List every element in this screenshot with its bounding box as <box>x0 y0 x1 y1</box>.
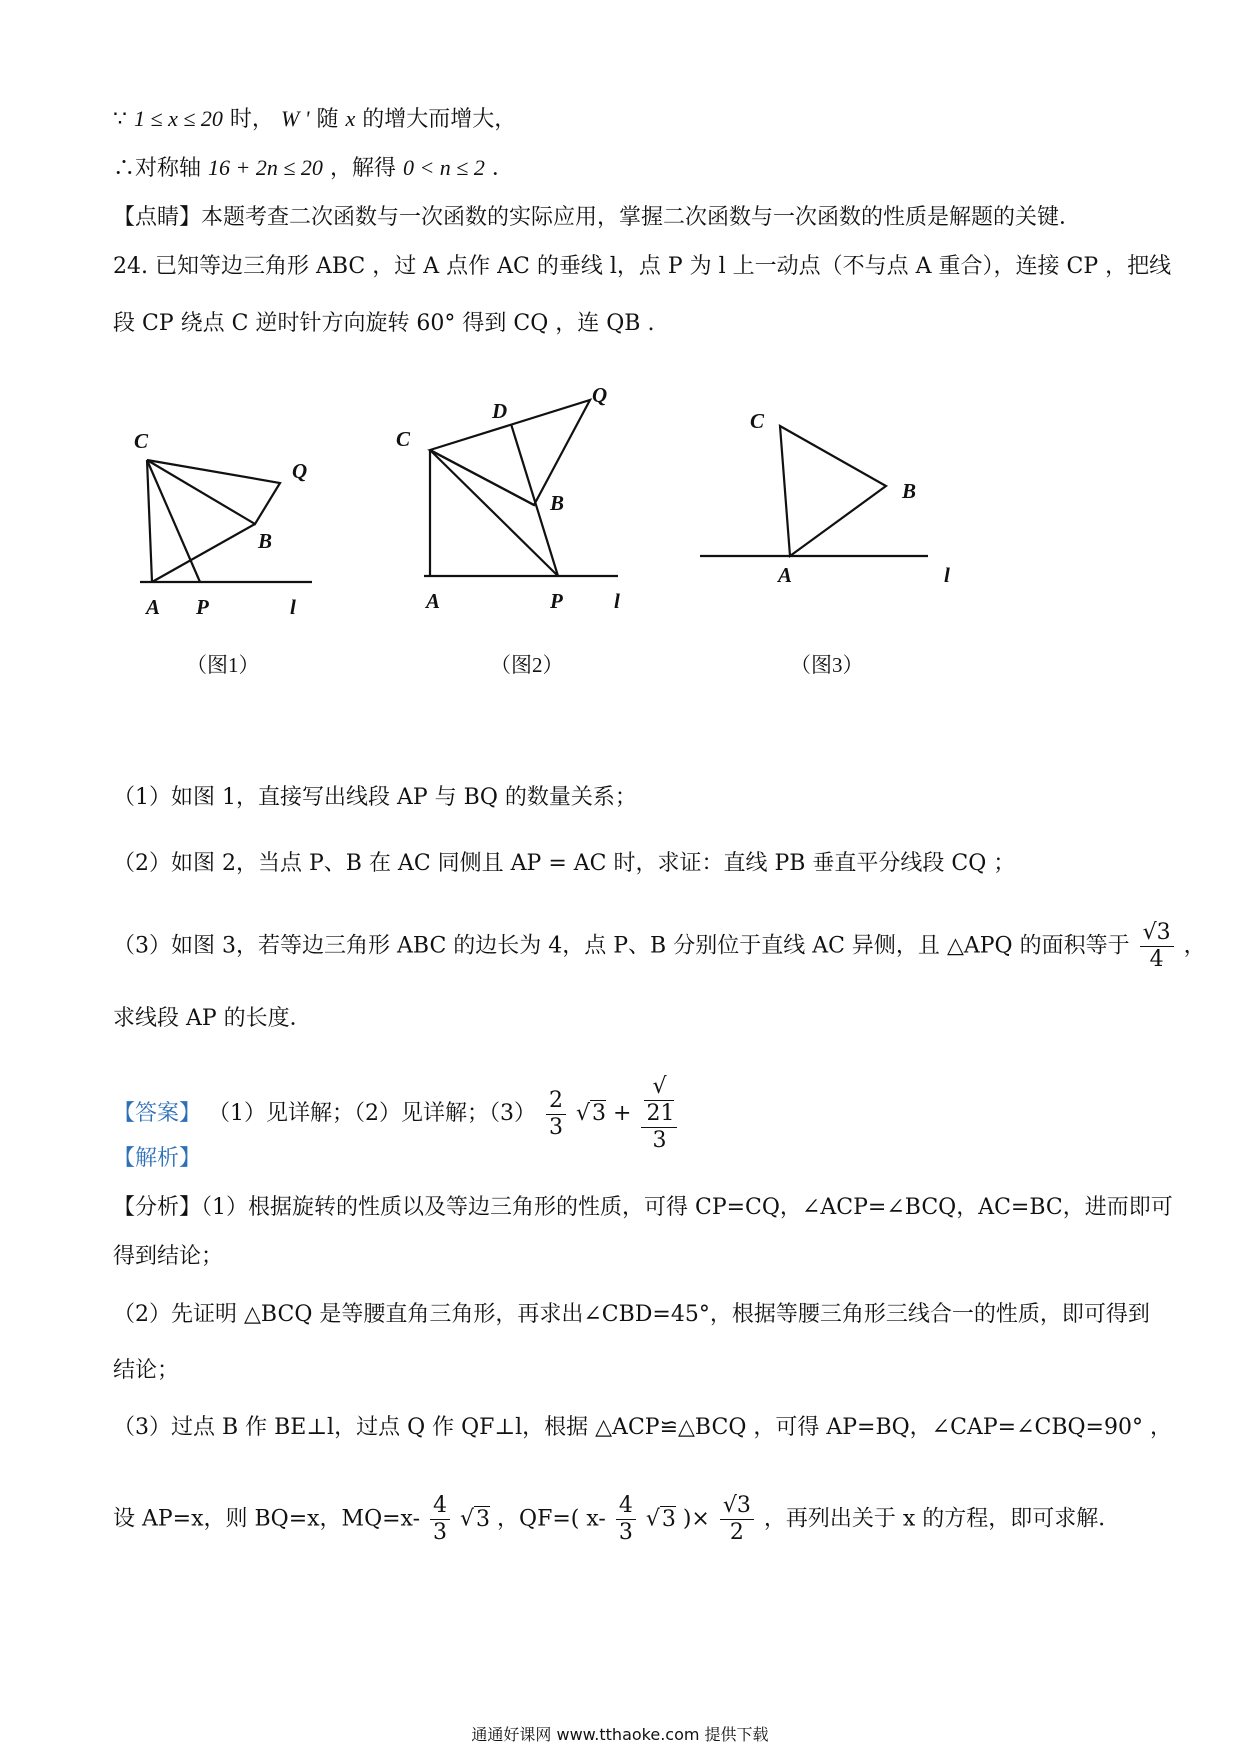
text: 的增大而增大， <box>362 107 517 132</box>
text: ，QF=( x- <box>497 1506 606 1532</box>
figures <box>0 370 1240 690</box>
page-footer: 通通好课网 www.tthaoke.com 提供下载 <box>471 1725 769 1744</box>
fig2-label-b: B <box>550 491 565 515</box>
analysis-paragraph-2: （2）先证明 △BCQ 是等腰直角三角形，再求出∠CBD=45°，根据等腰三角形三线合一的性质，即可得到 <box>113 1302 1150 1327</box>
fig2-label-q: Q <box>592 383 608 407</box>
fig1-segment-ab <box>152 524 255 582</box>
fig2-label-c: C <box>396 427 411 451</box>
question-3-line-2: 求线段 AP 的长度． <box>113 1006 312 1031</box>
fig1-segment-ac <box>147 460 152 582</box>
text: )× <box>682 1506 710 1532</box>
text: 设 AP=x，则 BQ=x，MQ=x- <box>113 1506 421 1532</box>
inequality: 0 < n ≤ 2 <box>402 155 485 180</box>
answer-line <box>113 1074 680 1154</box>
text: （3）如图 3，若等边三角形 ABC 的边长为 4，点 P、B 分别位于直线 AC 异侧，且 <box>113 933 940 959</box>
fraction-sqrt3-over-4 <box>1140 920 1174 973</box>
numerator: 4 <box>616 1493 636 1520</box>
variable-w: W ' <box>280 106 310 131</box>
answer-tag: 【答案】 <box>113 1101 202 1126</box>
fraction-sqrt21-over-3 <box>641 1074 677 1154</box>
fig2-label-a: A <box>426 589 441 613</box>
text: 时， <box>229 107 274 132</box>
fig1-label-a: A <box>146 595 161 619</box>
analysis-paragraph-1: 【分析】（1）根据旋转的性质以及等边三角形的性质，可得 CP=CQ，∠ACP=∠BCQ，AC=BC，进而即可 <box>113 1195 1173 1220</box>
denominator: 3 <box>433 1520 448 1545</box>
fig2-segment-cb <box>430 450 534 505</box>
radicand: 3 <box>661 1506 676 1532</box>
fig2-label-d: D <box>492 399 508 423</box>
text: ， <box>1183 933 1206 959</box>
analysis-tag: 【解析】 <box>113 1146 202 1171</box>
analysis-paragraph-3: （3）过点 B 作 BE⊥l，过点 Q 作 QF⊥l，根据 △ACP≌△BCQ ，可得 AP=BQ，∠CAP=∠CBQ=90° ， <box>113 1415 1172 1440</box>
line-2 <box>113 153 514 184</box>
denominator: 3 <box>618 1520 633 1545</box>
denominator: 3 <box>549 1114 564 1140</box>
fig2-triangle-cqb <box>430 400 590 505</box>
text: ． <box>491 156 514 181</box>
variable-x: x <box>345 106 356 131</box>
question-3-line-1 <box>113 920 1206 973</box>
fraction-2-over-3 <box>546 1088 566 1141</box>
line-1 <box>113 104 516 135</box>
analysis-paragraph-4 <box>113 1493 1120 1546</box>
numerator: √ 21 <box>641 1074 677 1128</box>
fig1-label-c: C <box>134 429 149 453</box>
fig1-triangle-cqb <box>147 460 280 524</box>
analysis-paragraph-2b: 结论； <box>113 1358 180 1383</box>
numerator: 4 <box>430 1493 450 1520</box>
analysis-paragraph-1b: 得到结论； <box>113 1244 224 1269</box>
fig3-label-c: C <box>750 409 765 433</box>
fig2-label-l: l <box>614 589 620 613</box>
figure-1-lines <box>140 460 312 582</box>
question-2: （2）如图 2，当点 P、B 在 AC 同侧且 AP = AC 时，求证：直线 PB 垂直平分线段 CQ ； <box>113 851 1016 876</box>
text: 随 <box>316 107 339 132</box>
sqrt-3: √3 <box>460 1506 491 1532</box>
question-1: （1）如图 1，直接写出线段 AP 与 BQ 的数量关系； <box>113 785 637 810</box>
numerator: √3 <box>720 1493 754 1520</box>
inequality: 16 + 2n ≤ 20 <box>208 155 323 180</box>
fig1-caption: （图1） <box>186 653 260 677</box>
fig2-label-p: P <box>550 589 563 613</box>
fig3-triangle-abc <box>780 426 886 556</box>
numerator: 2 <box>546 1088 566 1115</box>
fig1-segment-cp <box>147 460 200 582</box>
problem-24-line-1: 24. 已知等边三角形 ABC ，过 A 点作 AC 的垂线 l，点 P 为 l 上一动点（不与点 A 重合），连接 CP ，把线 <box>113 254 1172 279</box>
numerator: √3 <box>1140 920 1174 947</box>
text: △APQ 的面积等于 <box>946 933 1130 959</box>
sqrt-3: √3 <box>645 1506 676 1532</box>
fig1-label-q: Q <box>292 459 308 483</box>
plus-sign: + <box>613 1101 632 1126</box>
problem-24-line-2: 段 CP 绕点 C 逆时针方向旋转 60° 得到 CQ ，连 QB . <box>113 311 655 336</box>
inequality: 1 ≤ x ≤ 20 <box>134 106 223 131</box>
figure-3-lines <box>700 426 928 556</box>
text: ，再列出关于 x 的方程，即可求解． <box>763 1506 1121 1532</box>
denominator: 4 <box>1149 947 1164 972</box>
radicand: 3 <box>476 1506 491 1532</box>
fraction-4-over-3 <box>616 1493 636 1546</box>
fig1-label-b: B <box>258 529 273 553</box>
because-symbol: ∵ <box>113 107 127 132</box>
denominator: 2 <box>729 1520 744 1545</box>
fig1-label-p: P <box>196 595 209 619</box>
remark-line: 【点睛】本题考查二次函数与一次函数的实际应用，掌握二次函数与一次函数的性质是解题的关键． <box>113 205 1082 230</box>
radicand: 21 <box>646 1101 675 1126</box>
text: ∴对称轴 <box>113 156 202 181</box>
radicand: 3 <box>592 1101 607 1126</box>
fraction-sqrt3-over-2 <box>720 1493 754 1546</box>
fig1-label-l: l <box>290 595 296 619</box>
fig2-caption: （图2） <box>490 653 564 677</box>
fraction-4-over-3 <box>430 1493 450 1546</box>
fig3-label-b: B <box>902 479 917 503</box>
fig3-label-l: l <box>944 563 950 587</box>
denominator: 3 <box>652 1128 667 1153</box>
figure-2-lines <box>424 400 618 576</box>
fig3-caption: （图3） <box>790 653 864 677</box>
answer-text: （1）见详解；（2）见详解；（3） <box>208 1101 537 1126</box>
text: ，解得 <box>329 156 396 181</box>
sqrt-3: √3 <box>576 1101 607 1126</box>
fig3-label-a: A <box>778 563 793 587</box>
